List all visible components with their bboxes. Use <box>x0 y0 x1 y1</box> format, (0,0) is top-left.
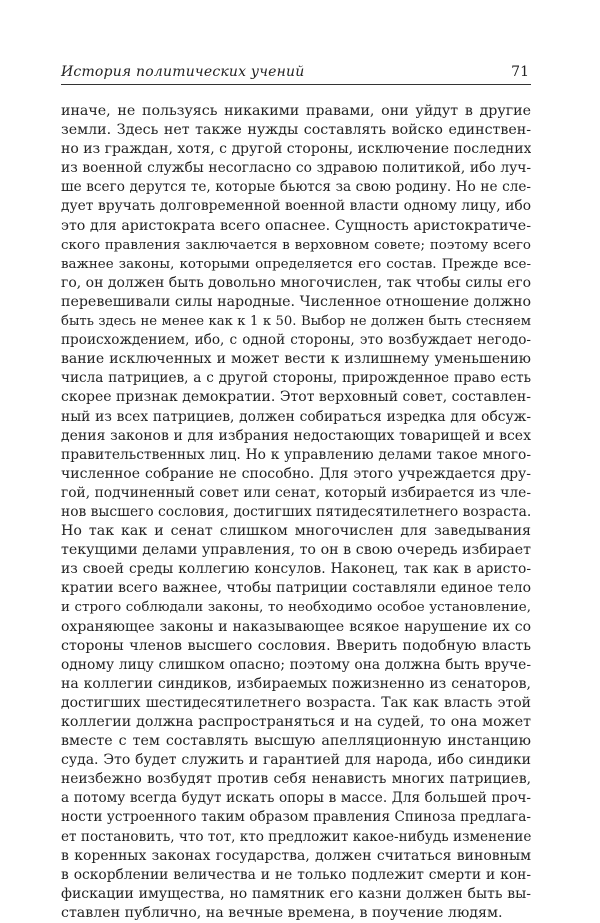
page-number: 71 <box>511 64 529 80</box>
text-line: кратии всего важнее, чтобы патриции составляли единое тело <box>61 580 531 597</box>
text-line: дует вручать долговременной военной власти одному лицу, ибо <box>61 198 531 215</box>
text-line: одному лицу слишком опасно; поэтому она должна быть вруче- <box>61 656 531 673</box>
text-line: это для аристократа всего опаснее. Сущность аристократиче- <box>61 217 531 234</box>
running-title: История политических учений <box>61 64 305 80</box>
text-line: ности устроенного таким образом правления Спиноза предлага- <box>61 809 531 826</box>
text-line: в оскорблении величества и не только подлежит смерти и кон- <box>61 866 531 883</box>
text-line: дения законов и для избрания недостающих товарищей и всех <box>61 427 531 444</box>
text-line: го, он должен быть довольно многочислен, так чтобы силы его <box>61 274 531 291</box>
text-line: скорее признак демократии. Этот верховный совет, составлен- <box>61 389 531 406</box>
text-line: вместе с тем составлять высшую апелляционную инстанцию <box>61 733 531 750</box>
text-line: гой, подчиненный совет или сенат, который избирается из чле- <box>61 484 531 501</box>
text-line: земли. Здесь нет также нужды составлять войско единствен- <box>61 122 531 139</box>
text-line: численное собрание не способно. Для этого учреждается дру- <box>61 465 531 482</box>
text-line: суда. Это будет служить и гарантией для народа, ибо синдики <box>61 752 531 769</box>
text-line: но из граждан, хотя, с другой стороны, исключение последних <box>61 141 531 158</box>
text-line: неизбежно возбудят против себя ненависть многих патрициев, <box>61 771 531 788</box>
text-line: из своей среды коллегию консулов. Наконец, так как в аристо- <box>61 561 531 578</box>
text-line: иначе, не пользуясь никакими правами, они уйдут в другие <box>61 103 531 119</box>
body-text <box>61 102 531 923</box>
text-line: ет постановить, что тот, кто предложит какое-нибудь изменение <box>61 828 531 845</box>
text-line: нов высшего сословия, достигших пятидесятилетнего возраста. <box>61 503 531 520</box>
text-line: в коренных законах государства, должен считаться виновным <box>61 847 531 864</box>
page-header <box>61 62 531 85</box>
text-line: из военной службы несогласно со здравою политикой, ибо луч- <box>61 160 531 177</box>
text-line: на коллегии синдиков, избираемых пожизненно из сенаторов, <box>61 675 531 692</box>
text-line: перевешивали силы народные. Численное отношение должно <box>61 293 531 310</box>
text-line: быть здесь не менее как к 1 к 50. Выбор не должен быть стесняем <box>61 314 531 330</box>
text-line: правительственных лиц. Но к управлению делами такое много- <box>61 446 531 463</box>
text-line: числа патрициев, а с другой стороны, прирожденное право есть <box>61 370 531 387</box>
text-line: Но так как и сенат слишком многочислен для заведывания <box>61 523 531 540</box>
text-line: ского правления заключается в верховном совете; поэтому всего <box>61 237 531 253</box>
text-line: ставлен публично, на вечные времена, в поучение людям. <box>61 904 503 921</box>
text-line: а потому всегда будут искать опоры в массе. Для большей проч- <box>61 790 531 807</box>
text-line: ный из всех патрициев, должен собираться изредка для обсуж- <box>61 408 531 425</box>
text-line: достигших шестидесятилетнего возраста. Так как власть этой <box>61 694 531 711</box>
text-line: и строго соблюдали законы, то необходимо особое установление, <box>61 600 531 616</box>
text-line: стороны членов высшего сословия. Вверить подобную власть <box>61 637 531 654</box>
text-line: коллегии должна распространяться и на судей, то она может <box>61 714 531 730</box>
text-line: происхождением, ибо, с одной стороны, это возбуждает негодо- <box>61 332 531 349</box>
text-line: охраняющее законы и наказывающее всякое нарушение их со <box>61 618 531 635</box>
text-line: вание исключенных и может вести к излишнему уменьшению <box>61 351 531 368</box>
text-line: важнее законы, которыми определяется его состав. Прежде все- <box>61 256 531 272</box>
text-line: ше всего дерутся те, которые бьются за свою родину. Но не сле- <box>61 179 531 196</box>
text-line: текущими делами управления, то он в свою очередь избирает <box>61 542 531 559</box>
text-line: фискации имущества, но памятник его казни должен быть вы- <box>61 885 531 902</box>
